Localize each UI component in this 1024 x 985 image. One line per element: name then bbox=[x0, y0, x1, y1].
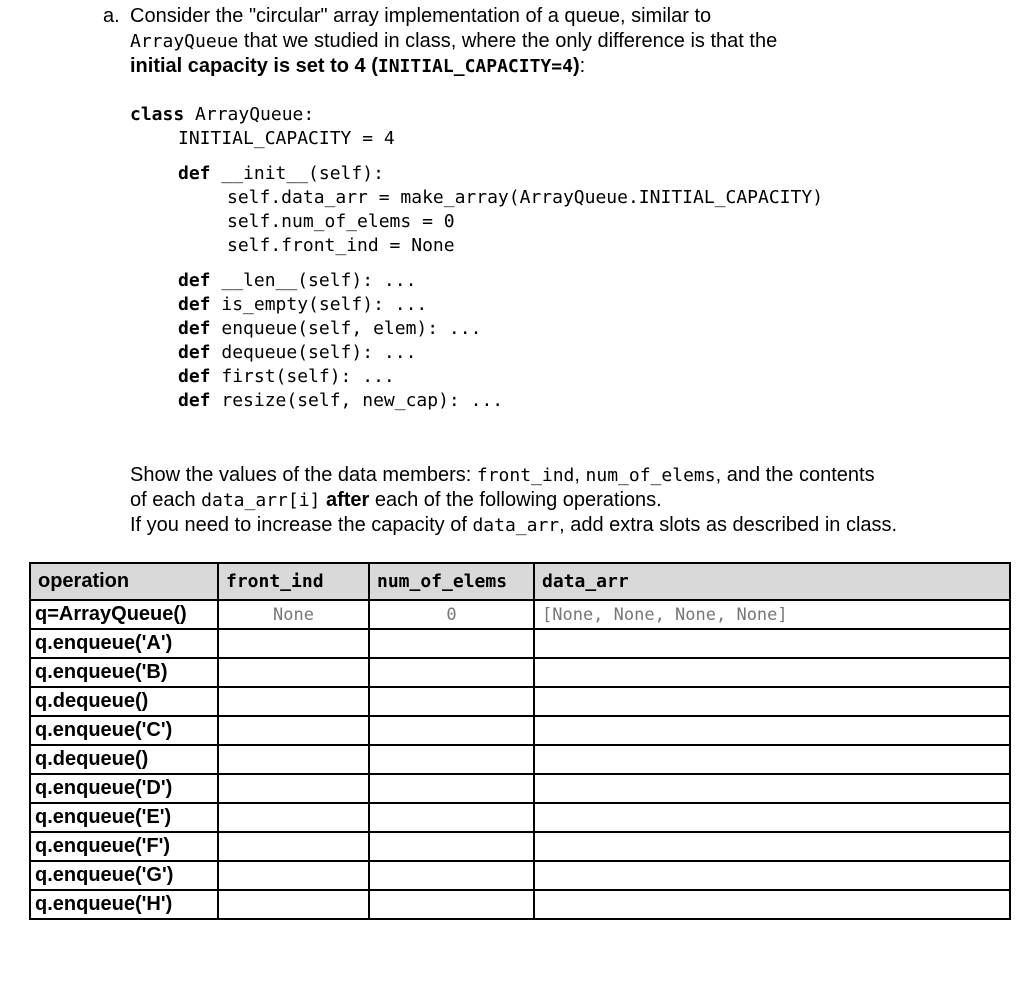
front-ind-cell[interactable] bbox=[218, 803, 369, 832]
front-ind-cell[interactable] bbox=[218, 890, 369, 919]
code-block bbox=[130, 103, 823, 413]
operation-cell: q.dequeue() bbox=[30, 687, 218, 716]
data-arr-cell[interactable] bbox=[534, 745, 1010, 774]
col-header-operation: operation bbox=[30, 563, 218, 600]
table-row bbox=[30, 861, 1010, 890]
operation-cell: q.enqueue('G') bbox=[30, 861, 218, 890]
front-ind-cell[interactable] bbox=[218, 629, 369, 658]
num-of-elems-cell[interactable] bbox=[369, 803, 534, 832]
table-row bbox=[30, 774, 1010, 803]
data-arr-cell[interactable] bbox=[534, 803, 1010, 832]
front-ind-cell[interactable]: None bbox=[218, 600, 369, 629]
code-method-line: def __len__(self): ... bbox=[178, 270, 417, 291]
code-method-line: def dequeue(self): ... bbox=[178, 342, 417, 363]
operation-cell: q.enqueue('H') bbox=[30, 890, 218, 919]
front-ind-cell[interactable] bbox=[218, 774, 369, 803]
code-const-line: INITIAL_CAPACITY = 4 bbox=[178, 128, 395, 149]
code-method-line: def resize(self, new_cap): ... bbox=[178, 390, 504, 411]
front-ind-cell[interactable] bbox=[218, 861, 369, 890]
data-arr-cell[interactable]: [None, None, None, None] bbox=[534, 600, 1010, 629]
code-class-line: class ArrayQueue: bbox=[130, 104, 315, 125]
table-row bbox=[30, 658, 1010, 687]
arrayqueue-code: ArrayQueue bbox=[130, 31, 239, 52]
instructions bbox=[130, 463, 1010, 538]
code-method-line: def first(self): ... bbox=[178, 366, 395, 387]
instructions-line-3: If you need to increase the capacity of data_arr, add extra slots as described in class. bbox=[130, 514, 898, 536]
data-arr-cell[interactable] bbox=[534, 716, 1010, 745]
table-row bbox=[30, 600, 1010, 629]
num-of-elems-cell[interactable] bbox=[369, 658, 534, 687]
front-ind-cell[interactable] bbox=[218, 658, 369, 687]
code-init-body-line: self.front_ind = None bbox=[227, 235, 455, 256]
data-arr-cell[interactable] bbox=[534, 890, 1010, 919]
num-of-elems-cell[interactable] bbox=[369, 774, 534, 803]
table-row bbox=[30, 745, 1010, 774]
table-row bbox=[30, 629, 1010, 658]
table-row bbox=[30, 890, 1010, 919]
question-text bbox=[130, 4, 1010, 79]
operation-cell: q.enqueue('D') bbox=[30, 774, 218, 803]
data-arr-cell[interactable] bbox=[534, 861, 1010, 890]
operation-cell: q.enqueue('F') bbox=[30, 832, 218, 861]
code-method-line: def enqueue(self, elem): ... bbox=[178, 318, 482, 339]
operation-cell: q.dequeue() bbox=[30, 745, 218, 774]
data-arr-cell[interactable] bbox=[534, 832, 1010, 861]
front-ind-cell[interactable] bbox=[218, 745, 369, 774]
instructions-line-1: Show the values of the data members: front_ind, num_of_elems, and the contents bbox=[130, 464, 875, 486]
col-header-front-ind: front_ind bbox=[218, 563, 369, 600]
question-line-2: ArrayQueue that we studied in class, where the only difference is that the bbox=[130, 30, 778, 52]
data-arr-cell[interactable] bbox=[534, 687, 1010, 716]
table-row bbox=[30, 803, 1010, 832]
code-method-line: def is_empty(self): ... bbox=[178, 294, 428, 315]
question-label: a. bbox=[103, 5, 120, 27]
front-ind-cell[interactable] bbox=[218, 687, 369, 716]
num-of-elems-cell[interactable] bbox=[369, 861, 534, 890]
code-init-line: def __init__(self): bbox=[178, 163, 384, 184]
initial-capacity-code: INITIAL_CAPACITY=4 bbox=[377, 56, 573, 77]
code-init-body-line: self.data_arr = make_array(ArrayQueue.INITIAL_CAPACITY) bbox=[227, 187, 824, 208]
num-of-elems-cell[interactable] bbox=[369, 745, 534, 774]
data-arr-cell[interactable] bbox=[534, 658, 1010, 687]
data-arr-cell[interactable] bbox=[534, 629, 1010, 658]
operation-cell: q.enqueue('C') bbox=[30, 716, 218, 745]
front-ind-cell[interactable] bbox=[218, 716, 369, 745]
question-line-1: Consider the "circular" array implementation of a queue, similar to bbox=[130, 5, 712, 27]
question-line-3: initial capacity is set to 4 (INITIAL_CAPACITY=4): bbox=[130, 55, 586, 77]
data-arr-cell[interactable] bbox=[534, 774, 1010, 803]
instructions-line-2: of each data_arr[i] after each of the following operations. bbox=[130, 489, 662, 511]
code-init-body-line: self.num_of_elems = 0 bbox=[227, 211, 455, 232]
operation-cell: q=ArrayQueue() bbox=[30, 600, 218, 629]
operation-cell: q.enqueue('E') bbox=[30, 803, 218, 832]
table-row bbox=[30, 832, 1010, 861]
operations-table bbox=[29, 562, 1011, 920]
operation-cell: q.enqueue('B) bbox=[30, 658, 218, 687]
operation-cell: q.enqueue('A') bbox=[30, 629, 218, 658]
num-of-elems-cell[interactable]: 0 bbox=[369, 600, 534, 629]
col-header-num-of-elems: num_of_elems bbox=[369, 563, 534, 600]
num-of-elems-cell[interactable] bbox=[369, 716, 534, 745]
front-ind-cell[interactable] bbox=[218, 832, 369, 861]
num-of-elems-cell[interactable] bbox=[369, 687, 534, 716]
table-row bbox=[30, 716, 1010, 745]
table-row bbox=[30, 687, 1010, 716]
num-of-elems-cell[interactable] bbox=[369, 629, 534, 658]
num-of-elems-cell[interactable] bbox=[369, 832, 534, 861]
num-of-elems-cell[interactable] bbox=[369, 890, 534, 919]
table-header-row bbox=[30, 563, 1010, 600]
col-header-data-arr: data_arr bbox=[534, 563, 1010, 600]
